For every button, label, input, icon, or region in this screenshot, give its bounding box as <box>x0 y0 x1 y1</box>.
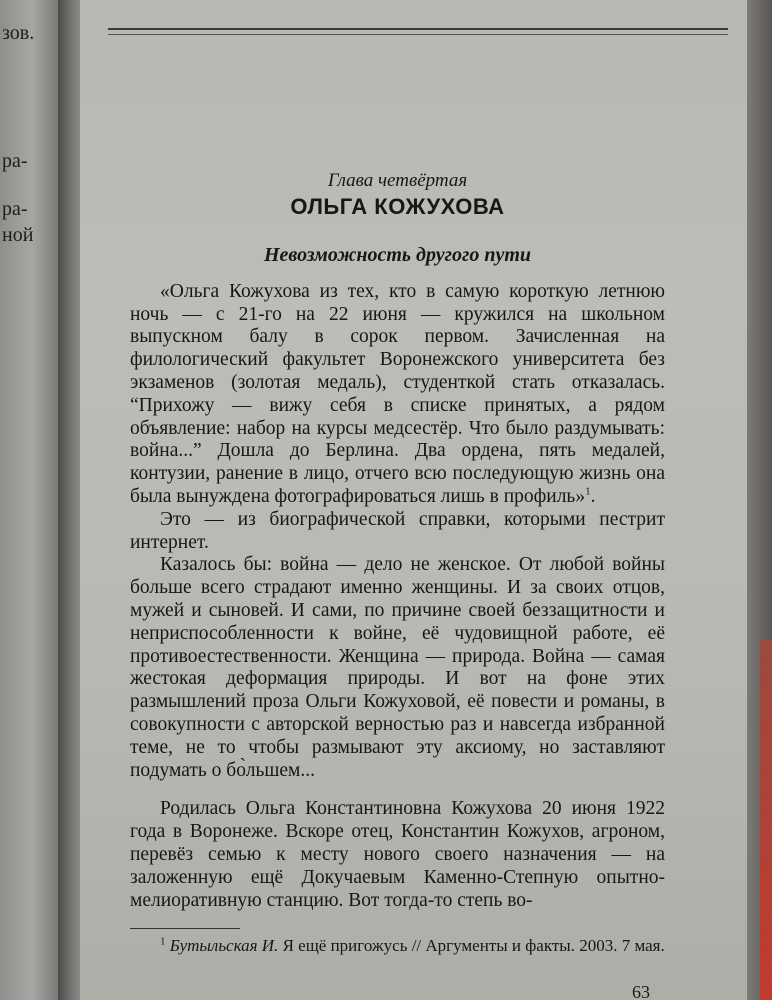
footnote <box>130 935 665 956</box>
facing-page-fragment: ра- <box>2 198 28 220</box>
chapter-title: ОЛЬГА КОЖУХОВА <box>290 194 505 219</box>
paragraph: Это — из биографической справки, которыми пестрит интернет. <box>130 508 665 553</box>
facing-page-fragment: ной <box>2 224 34 246</box>
paragraph: Казалось бы: война — дело не женское. От любой войны больше всего страдают именно женщины. И за своих отцов, мужей и сыновей. И сами, по причине своей беззащитности и неприспособленности к войне, её чудовищной работе, её противоестественности. Женщина — природа. Война — самая жестокая деформация природы. И вот на фоне этих размышлений проза Ольги Кожуховой, её повести и романы, в совокупности с авторской верностью раз и навсегда избранной теме, не то чтобы размывают эту аксиому, но заставляют подумать о бо̀льшем... <box>130 554 665 781</box>
header-rule-thin <box>108 34 728 35</box>
footnote-number: 1 <box>160 935 166 948</box>
chapter-label: Глава четвёртая <box>327 170 468 191</box>
footnote-marker: 1 <box>585 485 591 498</box>
footnote-text: Я ещё пригожусь // Аргументы и факты. 2003. 7 мая. <box>282 936 665 956</box>
facing-page-fragment: зов. <box>2 22 35 44</box>
section-title: Невозможность другого пути <box>263 244 532 266</box>
facing-page-fragment: ра- <box>2 150 28 172</box>
header-rule <box>108 28 728 30</box>
paragraph-text: «Ольга Кожухова из тех, кто в самую короткую летнюю ночь — с 21-го на 22 июня — кружился на школьном выпускном балу в сорок первом. Зачисленная на филологический факультет Воронежского университета без экзаменов (золотая медаль), студенткой стать отказалась. “Прихожу — вижу себя в списке принятых, а рядом объявление: набор на курсы медсестёр. Что было раздумывать: война...” Дошла до Берлина. Два ордена, пять медалей, контузии, ранение в лицо, отчего всю последующую жизнь она была вынуждена фотографироваться лишь в профиль» <box>130 280 665 507</box>
red-bookmark-strip <box>760 640 772 1000</box>
paragraph: Родилась Ольга Константиновна Кожухова 20 июня 1922 года в Воронеже. Вскоре отец, Константин Кожухов, агроном, перевёз семью к месту нового своего назначения — на заложенную ещё Докучаевым Каменно-Степную опытно-мелиоративную станцию. Вот тогда-то степь во- <box>130 798 665 911</box>
page-text <box>130 170 665 956</box>
footnote-rule <box>130 928 240 929</box>
book-gutter <box>58 0 80 1000</box>
facing-page-edge <box>0 0 58 1000</box>
page-number: 63 <box>632 982 650 1000</box>
book-page <box>80 0 747 1000</box>
paragraph: «Ольга Кожухова из тех, кто в самую короткую летнюю ночь — с 21-го на 22 июня — кружился на школьном выпускном балу в сорок первом. Зачисленная на филологический факультет Воронежского университета без экзаменов (золотая медаль), студенткой стать отказалась. “Прихожу — вижу себя в списке принятых, а рядом объявление: набор на курсы медсестёр. Что было раздумывать: война...” Дошла до Берлина. Два ордена, пять медалей, контузии, ранение в лицо, отчего всю последующую жизнь она была вынуждена фотографироваться лишь в профиль»$^1$. <box>130 280 665 507</box>
footnote-author: Бутыльская И. <box>169 936 279 956</box>
paragraph-gap <box>130 782 665 798</box>
